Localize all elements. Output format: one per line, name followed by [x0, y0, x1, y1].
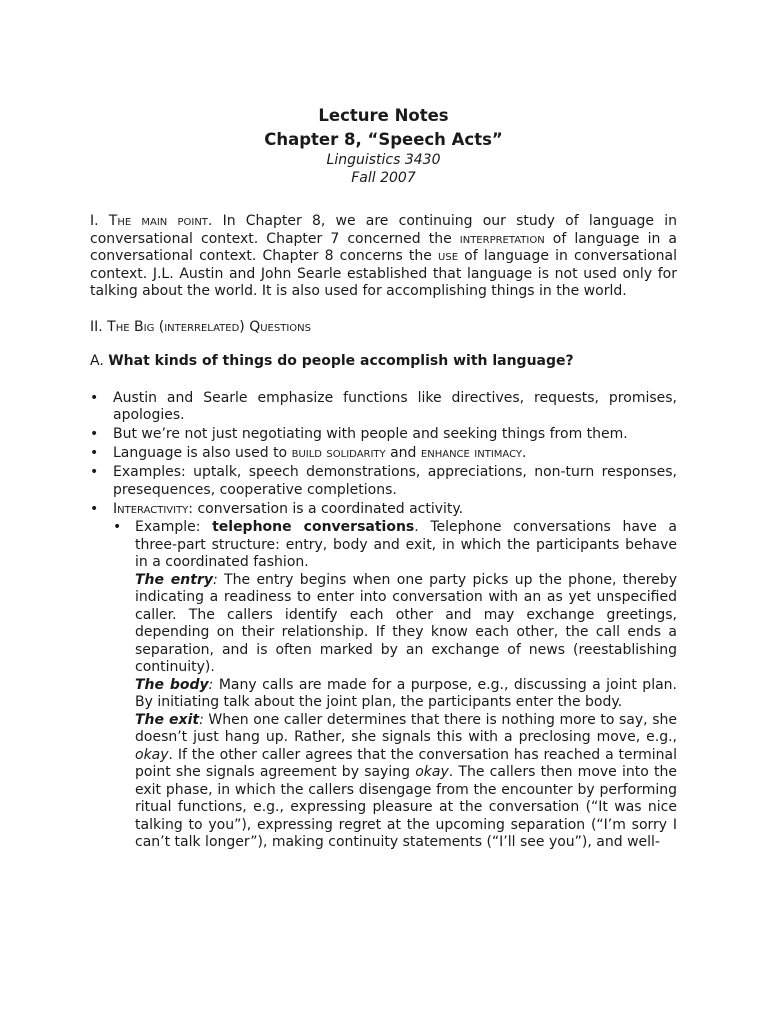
page-title: Lecture Notes: [318, 106, 449, 125]
entry-colon: :: [212, 571, 218, 588]
list-item: • Austin and Searle emphasize functions like directives, requests, promises, apologies.: [90, 390, 677, 425]
term-interpretation: interpretation: [459, 230, 545, 247]
exit-text: . The callers then move into the exit phase, in which the callers disengage from the encounter by performing ritual functions, e.g., expressing pleasure at the conversation (“It was nice talking to you”), expressing regret at the upcoming separation (“I’m sorry I can’t talk longer”), making continuity statements (“I’ll see you”), and well-: [135, 764, 678, 850]
section-numeral: I.: [90, 213, 109, 229]
entry-label: The entry: [135, 571, 213, 588]
body-colon: :: [208, 676, 214, 693]
section-heading: The main point: [108, 213, 208, 229]
exit-text: When one caller determines that there is nothing more to say, she doesn’t just hang up. Rather, she signals this with a preclosing move, e.g.,: [135, 711, 677, 745]
list-item: [90, 501, 677, 852]
term-telephone-conversations: telephone conversations: [212, 519, 415, 535]
section-big-questions: [90, 319, 677, 337]
okay-term: okay: [135, 746, 169, 763]
term-build-solidarity: build solidarity: [291, 445, 386, 461]
question-a: [90, 353, 677, 371]
body-label: The body: [135, 676, 209, 693]
list-item: • But we’re not just negotiating with people and seeking things from them.: [90, 426, 677, 444]
sub-bullet-list: [113, 519, 677, 852]
document-header: [90, 104, 677, 187]
list-item: • Examples: uptalk, speech demonstrations, appreciations, non-turn responses, presequences, cooperative completions.: [90, 464, 677, 499]
course-name: Linguistics 3430: [326, 152, 441, 168]
list-item: [90, 445, 677, 463]
sub-list-item: [113, 519, 677, 852]
paragraph-text: of language in conversational context. J.L. Austin and John Searle established that language is not used only for talking about the world. It is also used for accomplishing things in the world.: [90, 248, 677, 299]
list-item-text: .: [522, 445, 527, 461]
exit-colon: :: [199, 711, 204, 728]
paragraph-text: . In Chapter 8, we are continuing our study of language in conversational context. Chapter 7 concerned the: [90, 213, 677, 247]
entry-text: The entry begins when one party picks up the phone, thereby indicating a readiness to enter into conversation with an as yet unspecified caller. The callers identify each other and may exchange greetings, depending on their relationship. If they know each other, the call ends a separation, and is often marked by an exchange of news (reestablishing continuity).: [135, 571, 678, 675]
section-heading: The Big (interrelated) Questions: [107, 318, 311, 335]
okay-term: okay: [415, 764, 449, 780]
section-main-point: [90, 213, 677, 301]
section-numeral: II.: [90, 318, 108, 335]
exit-text: . If the other caller agrees that the conversation has reached a terminal point she signals agreement by saying: [135, 746, 677, 780]
example-prefix: Example:: [135, 519, 213, 535]
exit-paragraph: [135, 712, 677, 851]
term-enhance-intimacy: enhance intimacy: [420, 445, 522, 461]
list-item-text: : conversation is a coordinated activity.: [188, 500, 464, 517]
term-interactivity: Interactivity: [113, 500, 189, 517]
term-label: Fall 2007: [351, 169, 416, 186]
question-label: A.: [90, 353, 109, 369]
bullet-list: [90, 390, 677, 852]
exit-label: The exit: [135, 711, 200, 728]
example-text: . Telephone conversations have a three-part structure: entry, body and exit, in which the participants behave in a coordinated fashion.: [135, 519, 678, 570]
list-item-text: Language is also used to: [113, 445, 292, 461]
list-item-text: and: [385, 445, 421, 461]
question-text: What kinds of things do people accomplish with language?: [108, 353, 574, 369]
term-use: use: [438, 248, 459, 264]
paragraph-text: of language in a conversational context. Chapter 8 concerns the: [90, 230, 677, 264]
chapter-title: Chapter 8, “Speech Acts”: [264, 130, 503, 149]
body-text: Many calls are made for a purpose, e.g., discussing a joint plan. By initiating talk about the joint plan, the participants enter the body.: [135, 676, 677, 710]
